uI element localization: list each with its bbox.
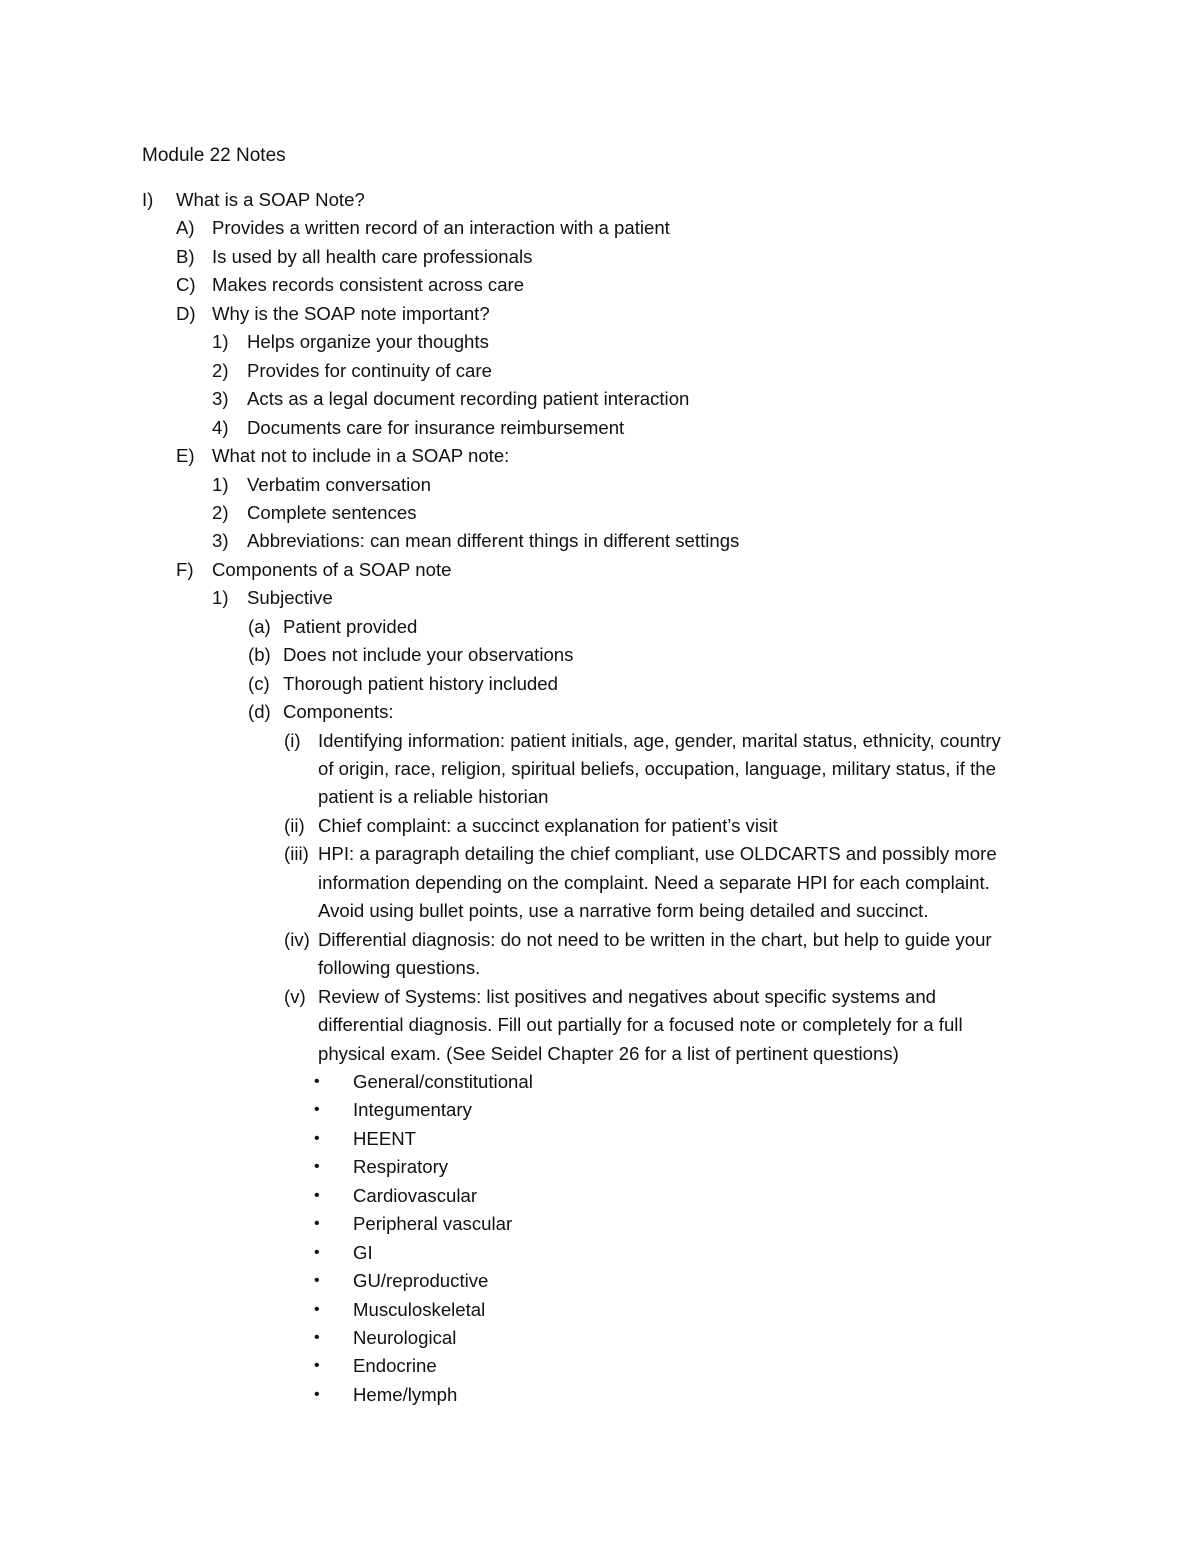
- outline-text: Acts as a legal document recording patient interaction: [247, 388, 690, 410]
- outline-text: Neurological: [353, 1327, 457, 1348]
- bullet-list-item: [0, 1324, 1100, 1352]
- outline-marker: (v): [284, 985, 306, 1007]
- outline-item: [0, 499, 1100, 527]
- outline-text: General/constitutional: [353, 1070, 533, 1092]
- outline-marker: D): [176, 302, 196, 324]
- outline-item: [0, 670, 1100, 698]
- outline-item: [0, 755, 1100, 783]
- bullet-icon: •: [314, 1072, 320, 1090]
- outline-marker: (b): [248, 644, 271, 666]
- outline-text: Components:: [283, 701, 394, 723]
- outline-text: Review of Systems: list positives and negatives about specific systems and: [318, 985, 937, 1007]
- bullet-icon: •: [314, 1300, 320, 1318]
- outline-text: Is used by all health care professionals: [212, 245, 533, 267]
- outline-marker: (ii): [284, 814, 305, 836]
- bullet-list-item: [0, 1381, 1100, 1409]
- bullet-icon: •: [314, 1243, 320, 1261]
- outline-text: Components of a SOAP note: [212, 558, 452, 580]
- outline-item: [0, 243, 1100, 271]
- outline-text: Integumentary: [353, 1099, 472, 1121]
- bullet-icon: •: [314, 1329, 320, 1346]
- outline-marker: B): [176, 245, 195, 267]
- outline-marker: 3): [212, 388, 229, 410]
- outline-item: [0, 584, 1100, 612]
- bullet-icon: •: [314, 1158, 320, 1176]
- outline-marker: 1): [212, 473, 229, 495]
- outline-marker: (d): [248, 701, 271, 723]
- outline-marker: 1): [212, 331, 229, 353]
- outline-marker: 1): [212, 587, 229, 609]
- outline-text: of origin, race, religion, spiritual beliefs, occupation, language, military status, if the: [318, 758, 996, 779]
- outline-item: [0, 840, 1100, 868]
- outline-item: [0, 300, 1100, 328]
- outline-item: [0, 869, 1100, 897]
- outline-marker: 2): [212, 359, 229, 381]
- outline-text: Why is the SOAP note important?: [212, 302, 490, 324]
- outline-marker: 3): [212, 530, 229, 552]
- outline-item: [0, 527, 1100, 555]
- outline-item: [0, 186, 1100, 214]
- outline-marker: I): [142, 189, 154, 210]
- outline-item: [0, 1040, 1100, 1068]
- outline-text: Documents care for insurance reimbursement: [247, 416, 625, 438]
- bullet-icon: •: [314, 1186, 320, 1204]
- outline-text: Heme/lymph: [353, 1383, 458, 1405]
- outline-text: Makes records consistent across care: [212, 274, 525, 296]
- outline-text: differential diagnosis. Fill out partially for a focused note or completely for a full: [318, 1014, 963, 1036]
- outline-item: [0, 641, 1100, 669]
- outline-item: [0, 897, 1100, 925]
- outline-text: What not to include in a SOAP note:: [212, 445, 510, 467]
- outline-item: [0, 727, 1100, 755]
- outline-text: Respiratory: [353, 1156, 449, 1178]
- bullet-list-item: [0, 1267, 1100, 1295]
- outline-text: Verbatim conversation: [247, 473, 431, 495]
- bullet-icon: •: [314, 1129, 320, 1147]
- outline-marker: (iv): [284, 928, 310, 950]
- bullet-icon: •: [314, 1357, 320, 1375]
- outline-text: Avoid using bullet points, use a narrative form being detailed and succinct.: [318, 900, 929, 922]
- outline-text: Identifying information: patient initials, age, gender, marital status, ethnicity, country: [318, 729, 1001, 751]
- bullet-list-item: [0, 1096, 1100, 1124]
- outline-marker: 2): [212, 501, 229, 523]
- outline-item: [0, 556, 1100, 584]
- outline-marker: C): [176, 274, 196, 296]
- outline-item: [0, 214, 1100, 242]
- bullet-list-item: [0, 1352, 1100, 1380]
- outline-text: Subjective: [247, 587, 333, 609]
- outline-marker: (a): [248, 615, 271, 637]
- outline-marker: F): [176, 558, 194, 580]
- outline-item: [0, 1011, 1100, 1039]
- bullet-list-item: [0, 1125, 1100, 1153]
- outline-text: Musculoskeletal: [353, 1298, 486, 1320]
- outline-text: HPI: a paragraph detailing the chief compliant, use OLDCARTS and possibly more: [318, 843, 997, 865]
- outline-item: [0, 271, 1100, 299]
- outline-text: What is a SOAP Note?: [176, 189, 365, 210]
- outline-item: [0, 471, 1100, 499]
- outline-text: GI: [353, 1241, 373, 1263]
- outline-item: [0, 926, 1100, 954]
- outline-marker: (c): [248, 672, 270, 694]
- outline-text: following questions.: [318, 957, 481, 979]
- outline-text: Helps organize your thoughts: [247, 331, 489, 353]
- outline-item: [0, 698, 1100, 726]
- bullet-icon: •: [314, 1101, 320, 1119]
- outline-text: information depending on the complaint. Need a separate HPI for each complaint.: [318, 871, 990, 893]
- outline-item: [0, 613, 1100, 641]
- outline-text: GU/reproductive: [353, 1270, 489, 1292]
- outline-text: physical exam. (See Seidel Chapter 26 for a list of pertinent questions): [318, 1042, 899, 1064]
- bullet-list-item: [0, 1296, 1100, 1324]
- outline-text: Endocrine: [353, 1355, 437, 1377]
- outline-item: [0, 357, 1100, 385]
- outline-item: [0, 783, 1100, 811]
- bullet-list-item: [0, 1182, 1100, 1210]
- outline-text: Abbreviations: can mean different things in different settings: [247, 530, 740, 552]
- bullet-list-item: [0, 1153, 1100, 1181]
- outline-text: Thorough patient history included: [283, 672, 558, 694]
- outline-item: [0, 954, 1100, 982]
- outline-text: Patient provided: [283, 615, 418, 637]
- page-title: Module 22 Notes: [142, 145, 286, 166]
- bullet-list-item: [0, 1210, 1100, 1238]
- bullet-icon: •: [314, 1385, 320, 1403]
- outline-marker: 4): [212, 416, 229, 438]
- outline-text: patient is a reliable historian: [318, 786, 549, 808]
- outline-text: Provides a written record of an interaction with a patient: [212, 217, 670, 239]
- outline-item: [0, 414, 1100, 442]
- outline-text: Provides for continuity of care: [247, 359, 492, 381]
- bullet-list-item: [0, 1239, 1100, 1267]
- outline-marker: (iii): [284, 843, 309, 865]
- outline-text: Peripheral vascular: [353, 1213, 513, 1235]
- outline-text: Chief complaint: a succinct explanation for patient’s visit: [318, 814, 778, 836]
- outline-item: [0, 328, 1100, 356]
- outline-marker: E): [176, 445, 195, 467]
- outline-item: [0, 442, 1100, 470]
- outline-text: Complete sentences: [247, 501, 417, 523]
- bullet-list-item: [0, 1068, 1100, 1096]
- outline-item: [0, 812, 1100, 840]
- outline-marker: A): [176, 217, 195, 239]
- outline-text: HEENT: [353, 1127, 417, 1149]
- bullet-icon: •: [314, 1215, 320, 1233]
- outline-item: [0, 983, 1100, 1011]
- outline-text: Does not include your observations: [283, 644, 574, 666]
- bullet-icon: •: [314, 1272, 320, 1290]
- outline-text: Cardiovascular: [353, 1184, 478, 1206]
- outline-item: [0, 385, 1100, 413]
- outline-text: Differential diagnosis: do not need to be written in the chart, but help to guide your: [318, 928, 992, 950]
- outline-marker: (i): [284, 729, 301, 751]
